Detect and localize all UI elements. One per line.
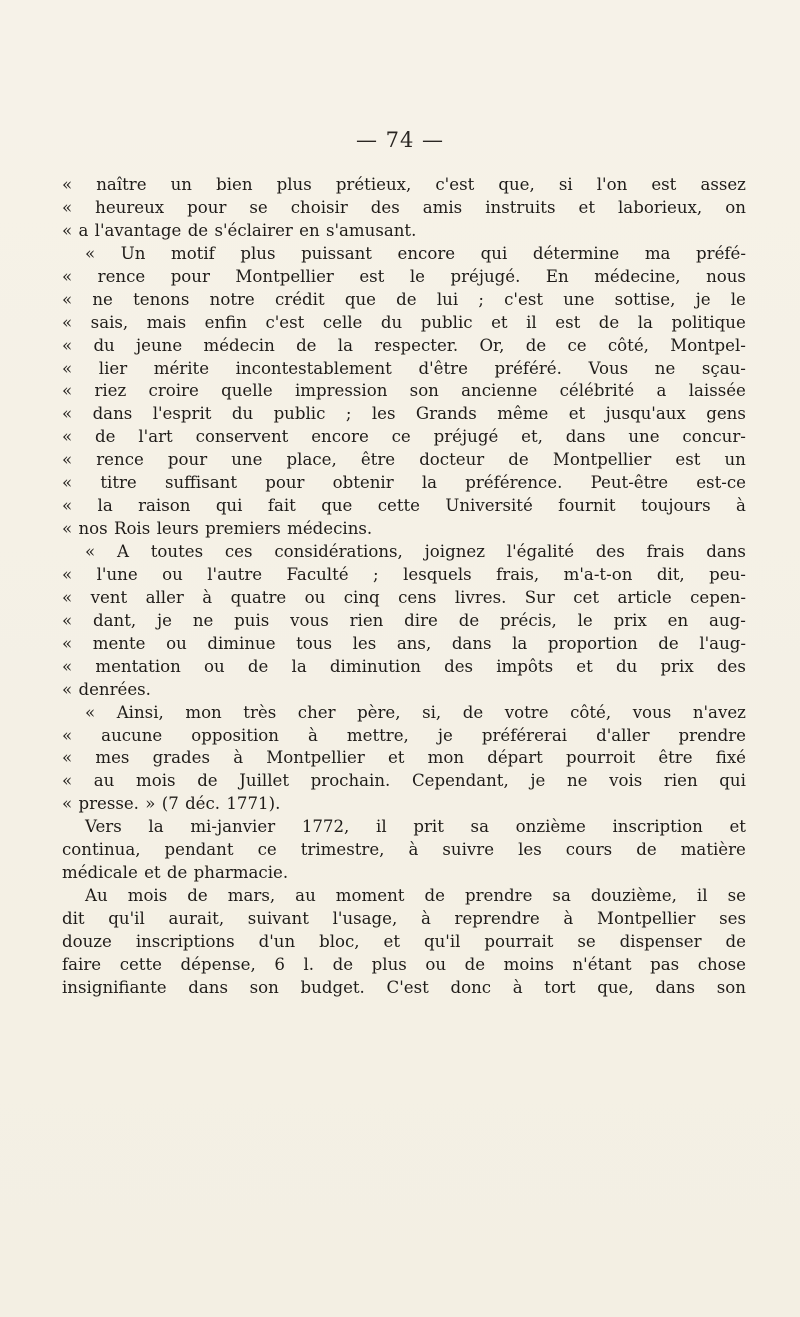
text-line: dit qu'il aurait, suivant l'usage, à reprendre à Montpellier ses bbox=[62, 909, 746, 928]
text-line: « la raison qui fait que cette Université fournit toujours à bbox=[62, 496, 746, 516]
text-line: « du jeune médecin de la respecter. Or, de ce côté, Montpel- bbox=[62, 335, 746, 355]
text-line: continua, pendant ce trimestre, à suivre les cours de matière bbox=[62, 840, 746, 860]
text-line: « l'une ou l'autre Faculté ; lesquels frais, m'a-t-on dit, peu- bbox=[62, 564, 746, 584]
body-text bbox=[62, 174, 746, 1000]
text-line: « ne tenons notre crédit que de lui ; c'est une sottise, je le bbox=[62, 289, 746, 309]
text-line: médicale et de pharmacie. bbox=[62, 863, 289, 883]
text-line: « denrées. bbox=[62, 679, 151, 699]
text-line: « a l'avantage de s'éclairer en s'amusant. bbox=[62, 220, 417, 240]
text-line: « dans l'esprit du public ; les Grands même et jusqu'aux gens bbox=[62, 404, 746, 424]
text-line: « rence pour Montpellier est le préjugé. En médecine, nous bbox=[62, 266, 746, 286]
text-line: insignifiante dans son budget. C'est donc à tort que, dans son bbox=[62, 977, 746, 997]
text-line: « aucune opposition à mettre, je préférerai d'aller prendre bbox=[62, 725, 746, 745]
text-line: « titre suffisant pour obtenir la préférence. Peut-être est-ce bbox=[62, 473, 746, 493]
text-line: « mentation ou de la diminution des impôts et du prix des bbox=[62, 656, 746, 676]
text-line: « Un motif plus puissant encore qui détermine ma préfé- bbox=[85, 243, 746, 263]
text-line: « naître un bien plus prétieux, c'est que, si l'on est assez bbox=[62, 175, 746, 194]
text-line: « au mois de Juillet prochain. Cependant, je ne vois rien qui bbox=[62, 771, 746, 791]
text-line: « nos Rois leurs premiers médecins. bbox=[62, 519, 373, 539]
text-line: « riez croire quelle impression son ancienne célébrité a laissée bbox=[62, 381, 746, 401]
page-number: — 74 — bbox=[355, 128, 445, 152]
text-line: « rence pour une place, être docteur de Montpellier est un bbox=[62, 450, 746, 470]
text-line: Vers la mi-janvier 1772, il prit sa onzième inscription et bbox=[85, 817, 746, 837]
text-line: « dant, je ne puis vous rien dire de précis, le prix en aug- bbox=[62, 610, 746, 630]
text-line: faire cette dépense, 6 l. de plus ou de moins n'étant pas chose bbox=[62, 954, 746, 974]
text-line: « A toutes ces considérations, joignez l'égalité des frais dans bbox=[85, 542, 746, 561]
text-line: « de l'art conservent encore ce préjugé et, dans une concur- bbox=[62, 427, 746, 447]
text-line: « heureux pour se choisir des amis instruits et laborieux, on bbox=[62, 197, 746, 217]
text-line: « vent aller à quatre ou cinq cens livres. Sur cet article cepen- bbox=[62, 587, 746, 607]
text-line: douze inscriptions d'un bloc, et qu'il pourrait se dispenser de bbox=[62, 931, 746, 951]
text-line: « mes grades à Montpellier et mon départ pourroit être fixé bbox=[62, 748, 746, 768]
text-line: « mente ou diminue tous les ans, dans la proportion de l'aug- bbox=[62, 633, 746, 653]
text-line: « lier mérite incontestablement d'être préféré. Vous ne sçau- bbox=[62, 358, 746, 378]
text-line: Au mois de mars, au moment de prendre sa douzième, il se bbox=[85, 886, 746, 906]
text-line: « Ainsi, mon très cher père, si, de votre côté, vous n'avez bbox=[85, 702, 746, 722]
text-line: « sais, mais enfin c'est celle du public et il est de la politique bbox=[62, 312, 746, 332]
text-line: « presse. » (7 déc. 1771). bbox=[62, 794, 281, 814]
